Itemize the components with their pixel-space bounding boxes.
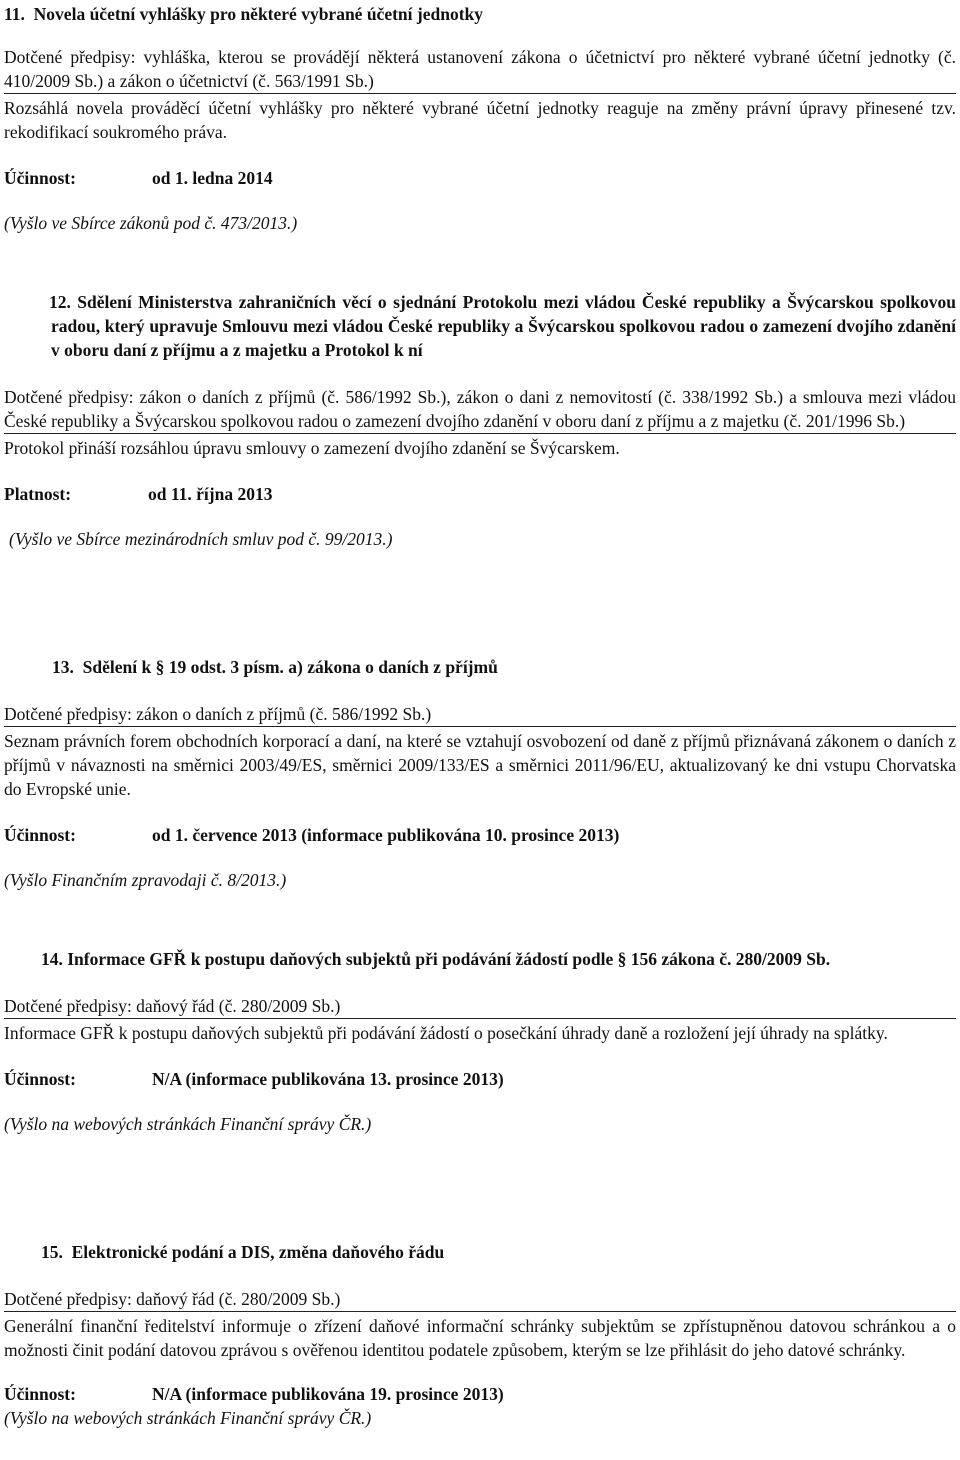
section-14-affected-regulations: Dotčené předpisy: daňový řád (č. 280/2009 Sb.) [4,994,956,1019]
section-11-affected-regulations: Dotčené předpisy: vyhláška, kterou se provádějí některá ustanovení zákona o účetnictví pro některé vybrané účetní jednotky (č. 410/2009 Sb.) a zákon o účetnictví (č. 563/1991 Sb.) [4,45,956,94]
section-15 [4,1240,956,1430]
section-13-effect-value: od 1. července 2013 (informace publikována 10. prosince 2013) [152,825,620,845]
section-12-description: Protokol přináší rozsáhlou úpravu smlouvy o zamezení dvojího zdanění se Švýcarskem. [4,438,620,458]
section-15-effect-label: Účinnost: [4,1384,76,1404]
section-11-effect [4,166,956,190]
section-15-source: (Vyšlo na webových stránkách Finanční správy ČR.) [4,1408,372,1428]
section-11-number: 11. [4,4,25,24]
section-11-effect-label: Účinnost: [4,168,76,188]
section-12-heading [4,290,956,362]
section-12-validity-value: od 11. října 2013 [148,484,273,504]
section-11 [4,0,956,235]
section-14-description: Informace GFŘ k postupu daňových subjektů při podávání žádostí o posečkání úhrady daně a rozložení její úhrady na splátky. [4,1023,888,1043]
section-11-heading [4,2,956,26]
section-12-validity-label: Platnost: [4,484,72,504]
section-15-number: 15. [41,1242,63,1262]
section-11-effect-value: od 1. ledna 2014 [152,168,273,188]
section-13-number: 13. [52,657,74,677]
section-12 [4,290,956,551]
section-14-effect [4,1067,956,1091]
section-15-description: Generální finanční ředitelství informuje o zřízení daňové informační schránky subjektům se zpřístupněnou datovou schránkou a o možnosti činit podání datovou zprávou s ověřenou identitou podatele způsobem, kterým se lze přihlásit do jeho datové schránky. [4,1316,956,1360]
section-15-effect-value: N/A (informace publikována 19. prosince 2013) [152,1384,504,1404]
section-13-affected-regulations: Dotčené předpisy: zákon o daních z příjmů (č. 586/1992 Sb.) [4,702,956,727]
section-14-source: (Vyšlo na webových stránkách Finanční správy ČR.) [4,1114,372,1134]
section-14-effect-value: N/A (informace publikována 13. prosince 2013) [152,1069,504,1089]
section-13-effect-label: Účinnost: [4,825,76,845]
section-13-heading [4,655,956,679]
section-15-title: Elektronické podání a DIS, změna daňového řádu [71,1242,445,1262]
section-13-title: Sdělení k § 19 odst. 3 písm. a) zákona o daních z příjmů [82,657,498,677]
section-14-heading [4,947,956,971]
section-12-affected-regulations: Dotčené předpisy: zákon o daních z příjmů (č. 586/1992 Sb.), zákon o dani z nemovitostí (č. 338/1992 Sb.) a smlouva mezi vládou České republiky a Švýcarskou spolkovou radou o zamezení dvojího zdanění v oboru daní z příjmu a z majetku (č. 201/1996 Sb.) [4,385,956,434]
section-12-number: 12. [49,292,71,312]
section-14-effect-label: Účinnost: [4,1069,76,1089]
section-12-title: Sdělení Ministerstva zahraničních věcí o sjednání Protokolu mezi vládou České republiky a Švýcarskou spolkovou radou, který upravuje Smlouvu mezi vládou České republiky a Švýcarskou spolkovou radou o zamezení dvojího zdanění v oboru daní z příjmu a z majetku a Protokol k ní [51,292,956,360]
section-11-description: Rozsáhlá novela prováděcí účetní vyhlášky pro některé vybrané účetní jednotky reaguje na změny právní úpravy přinesené tzv. rekodifikací soukromého práva. [4,98,956,142]
section-13 [4,655,956,892]
section-14-number: 14. [41,949,63,969]
section-13-effect [4,823,956,847]
section-15-heading [4,1240,956,1264]
section-13-source: (Vyšlo Finančním zpravodaji č. 8/2013.) [4,870,287,890]
section-14-title: Informace GFŘ k postupu daňových subjektů při podávání žádostí podle § 156 zákona č. 280/2009 Sb. [67,949,831,969]
section-12-source: (Vyšlo ve Sbírce mezinárodních smluv pod č. 99/2013.) [9,529,393,549]
section-15-affected-regulations: Dotčené předpisy: daňový řád (č. 280/2009 Sb.) [4,1287,956,1312]
section-13-description: Seznam právních forem obchodních korporací a daní, na které se vztahují osvobození od daně z příjmů přiznávaná zákonem o daních z příjmů v návaznosti na směrnici 2003/49/ES, směrnici 2009/133/ES a směrnici 2011/96/EU, aktualizovaný ke dni vstupu Chorvatska do Evropské unie. [4,731,956,799]
section-15-effect [4,1382,956,1406]
section-14 [4,947,956,1136]
section-12-validity [4,482,956,506]
section-11-source: (Vyšlo ve Sbírce zákonů pod č. 473/2013.) [4,213,298,233]
section-11-title: Novela účetní vyhlášky pro některé vybrané účetní jednotky [33,4,483,24]
